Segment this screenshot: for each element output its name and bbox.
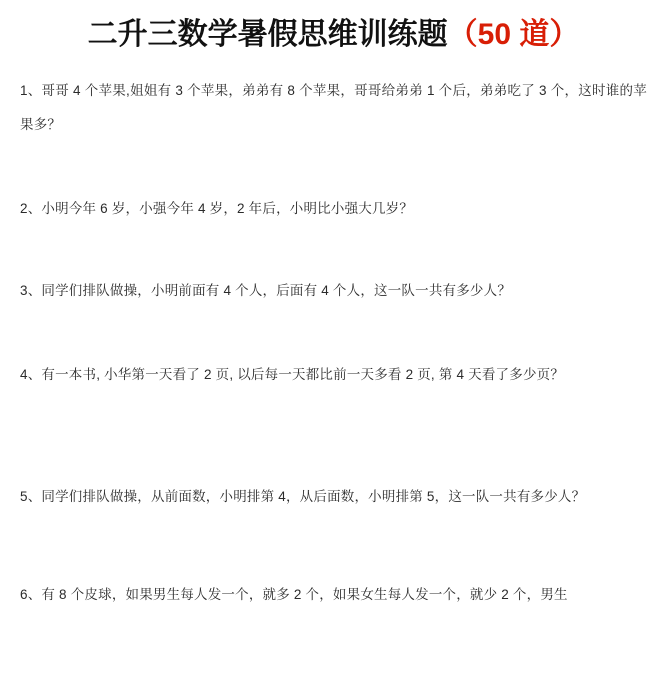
question-item: 6、有 8 个皮球，如果男生每人发一个，就多 2 个，如果女生每人发一个，就少 2 个，男生	[20, 587, 568, 602]
question-item: 3、同学们排队做操，小明前面有 4 个人，后面有 4 个人，这一队一共有多少人？	[20, 283, 512, 298]
page-title-main: 二升三数学暑假思维训练题	[87, 18, 448, 51]
question-item: 5、同学们排队做操，从前面数，小明排第 4，从后面数，小明排第 5，这一队一共有多少人？	[20, 489, 586, 504]
page-title	[20, 14, 647, 56]
question-item-clipped	[20, 586, 647, 604]
question-item: 4、有一本书, 小华第一天看了 2 页, 以后每一天都比前一天多看 2 页, 第 4 天看了多少页？	[20, 367, 565, 382]
question-item: 2、小明今年 6 岁，小强今年 4 岁，2 年后，小明比小强大几岁？	[20, 201, 414, 216]
page-title-count: （50 道）	[447, 18, 580, 51]
question-item: 1、哥哥 4 个苹果,姐姐有 3 个苹果，弟弟有 8 个苹果，哥哥给弟弟 1 个后，弟弟吃了 3 个，这时谁的苹果多？	[20, 83, 647, 132]
